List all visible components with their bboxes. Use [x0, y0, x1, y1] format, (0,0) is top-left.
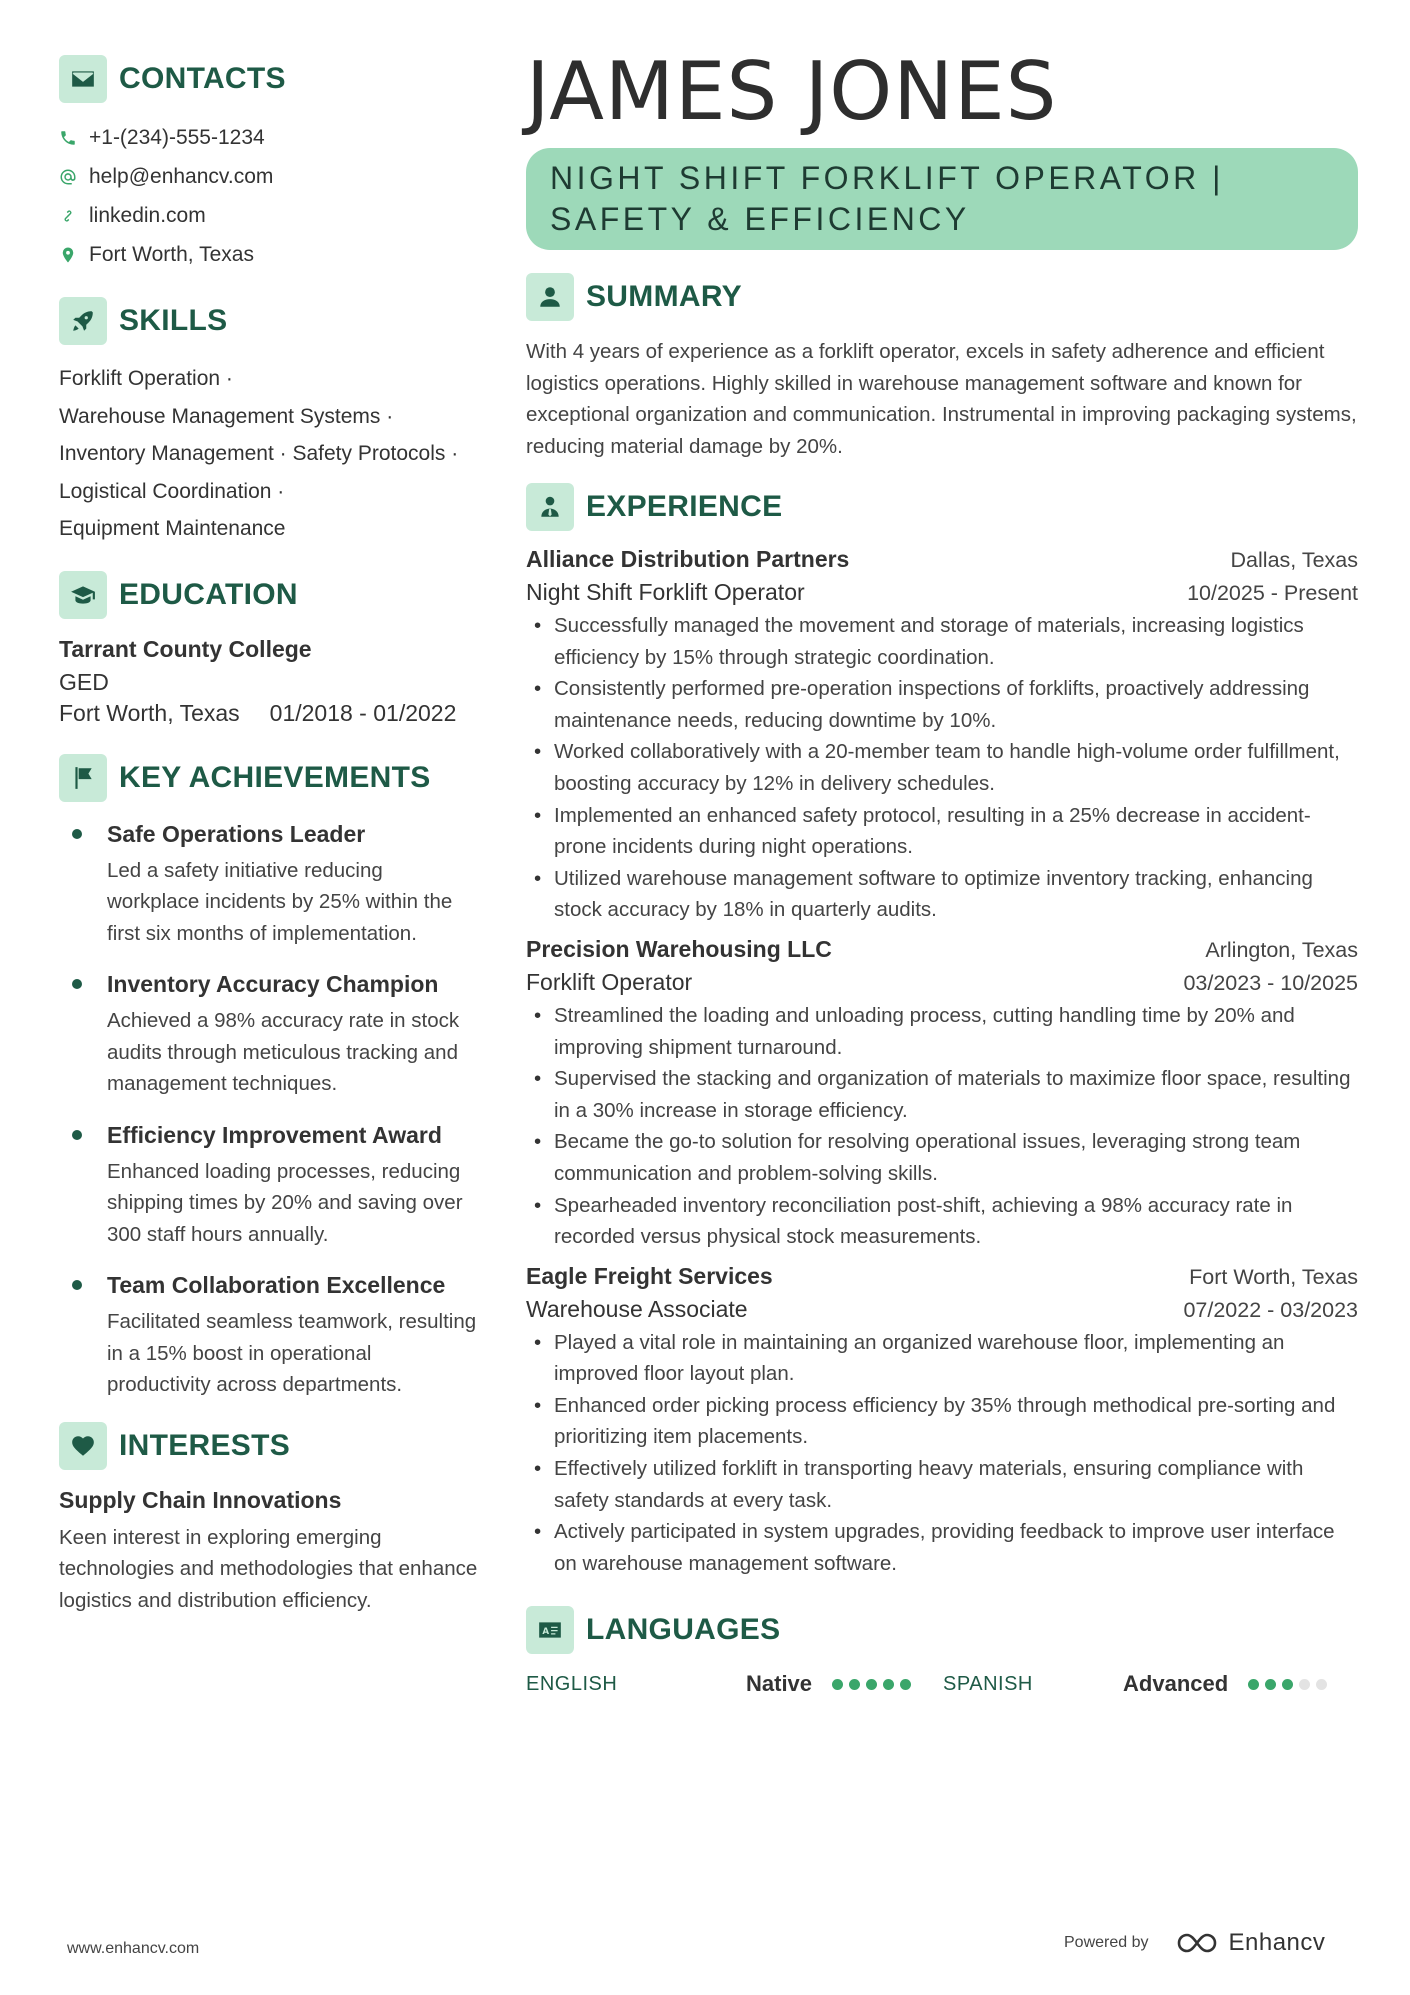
job-dates: 07/2022 - 03/2023: [1183, 1297, 1358, 1322]
education-location: Fort Worth, Texas: [59, 699, 240, 726]
left-column: [59, 54, 479, 1616]
footer-brand[interactable]: [1064, 1928, 1325, 1958]
job-location: Dallas, Texas: [1230, 548, 1358, 572]
bullet-dot: [72, 1130, 82, 1140]
skills-title: SKILLS: [119, 304, 228, 337]
job-bullet: • Spearheaded inventory reconciliation post-shift, achieving a 98% accuracy rate in recorded versus physical stock measurements.: [526, 1190, 1358, 1253]
achievement-item: [59, 1120, 479, 1251]
languages-title: LANGUAGES: [586, 1613, 781, 1647]
map-pin-icon: [59, 246, 77, 264]
rating-dot: [1248, 1679, 1259, 1690]
headline-box: [526, 148, 1358, 250]
job-bullet: • Enhanced order picking process efficiency by 35% through methodical pre-sorting and prioritizing item placements.: [526, 1390, 1358, 1453]
achievement-desc: Enhanced loading processes, reducing shipping times by 20% and saving over 300 staff hours annually.: [107, 1159, 463, 1246]
skill-line: Equipment Maintenance: [59, 517, 286, 540]
job-bullet: • Worked collaboratively with a 20-member team to handle high-volume order fulfillment, boosting accuracy by 12% in delivery schedules.: [526, 736, 1358, 799]
language-rating: [1248, 1679, 1333, 1690]
job-bullet: • Implemented an enhanced safety protocol, resulting in a 25% decrease in accident-prone incidents during night operations.: [526, 800, 1358, 863]
link-icon: [59, 207, 77, 225]
rating-dot: [883, 1679, 894, 1690]
contact-email[interactable]: [59, 157, 479, 196]
rating-dot: [1282, 1679, 1293, 1690]
location-text: Fort Worth, Texas: [89, 242, 254, 266]
achievement-title: Efficiency Improvement Award: [107, 1121, 442, 1148]
experience-header: [526, 482, 1358, 532]
brand-name: Enhancv: [1228, 1929, 1326, 1956]
job-bullet: • Actively participated in system upgrades, providing feedback to improve user interface on warehouse management software.: [526, 1516, 1358, 1579]
job-role: Forklift Operator: [526, 968, 693, 995]
bullet-dot: [72, 1280, 82, 1290]
contact-phone[interactable]: [59, 118, 479, 157]
language-rating: [832, 1679, 917, 1690]
contact-linkedin[interactable]: [59, 196, 479, 235]
achievements-header: [59, 753, 479, 803]
job-bullet: • Effectively utilized forklift in transporting heavy materials, ensuring compliance with safety standards at every task.: [526, 1453, 1358, 1516]
summary-title: SUMMARY: [586, 280, 742, 313]
summary-header: [526, 272, 1358, 322]
job-dates: 10/2025 - Present: [1187, 581, 1358, 605]
email-text: help@enhancv.com: [89, 164, 274, 188]
person-icon: [526, 273, 574, 321]
achievement-item: [59, 969, 479, 1100]
candidate-name: JAMES JONES: [526, 45, 1058, 138]
phone-text: +1-(234)-555-1234: [89, 125, 265, 149]
flag-icon: [59, 754, 107, 802]
job-bullet: • Streamlined the loading and unloading process, cutting handling time by 20% and improving shipment turnaround.: [526, 1000, 1358, 1063]
contact-location: [59, 235, 479, 274]
job-entry: [526, 546, 1358, 926]
footer-website[interactable]: www.enhancv.com: [67, 1940, 200, 1957]
rating-dot: [1265, 1679, 1276, 1690]
education-header: [59, 570, 479, 620]
svg-text:A: A: [542, 1627, 550, 1638]
envelope-icon: [59, 55, 107, 103]
achievements-title: KEY ACHIEVEMENTS: [119, 760, 431, 794]
education-degree: GED: [59, 668, 109, 695]
contacts-header: [59, 54, 479, 104]
job-bullet: • Utilized warehouse management software to optimize inventory tracking, enhancing stock accuracy by 18% in quarterly audits.: [526, 863, 1358, 926]
job-role: Night Shift Forklift Operator: [526, 579, 805, 605]
interests-title: INTERESTS: [119, 1428, 291, 1462]
languages-row: [526, 1671, 1358, 1697]
job-dates: 03/2023 - 10/2025: [1183, 970, 1358, 995]
interests-header: [59, 1421, 479, 1471]
rating-dot: [900, 1679, 911, 1690]
linkedin-text: linkedin.com: [89, 203, 206, 227]
achievement-desc: Facilitated seamless teamwork, resulting in a 15% boost in operational productivity across departments.: [107, 1310, 477, 1396]
skill-line: Inventory Management · Safety Protocols ·: [59, 442, 459, 465]
skills-header: [59, 296, 479, 346]
achievements-list: [59, 819, 479, 1401]
language-level: Advanced: [1123, 1671, 1229, 1697]
rating-dot: [849, 1679, 860, 1690]
language-name: ENGLISH: [526, 1672, 618, 1695]
skill-line: Forklift Operation ·: [59, 367, 233, 390]
heart-icon: [59, 1422, 107, 1470]
job-bullets: [526, 1000, 1358, 1253]
achievement-title: Inventory Accuracy Champion: [107, 971, 439, 997]
rocket-icon: [59, 297, 107, 345]
job-entry: [526, 936, 1358, 1253]
rating-dot: [866, 1679, 877, 1690]
job-role: Warehouse Associate: [526, 1295, 748, 1322]
skill-line: Warehouse Management Systems ·: [59, 404, 394, 428]
achievement-title: Safe Operations Leader: [107, 820, 366, 847]
skill-line: Logistical Coordination ·: [59, 479, 285, 503]
language-card-icon: [526, 1606, 574, 1654]
powered-by-text: Powered by: [1064, 1934, 1149, 1951]
job-company: Eagle Freight Services: [526, 1262, 773, 1289]
job-company: Precision Warehousing LLC: [526, 935, 832, 962]
interest-desc: Keen interest in exploring emerging technologies and methodologies that enhance logistics and distribution efficiency.: [59, 1525, 478, 1612]
contacts-title: CONTACTS: [119, 62, 286, 95]
education-meta: [59, 700, 479, 727]
graduation-cap-icon: [59, 571, 107, 619]
education-school: Tarrant County College: [59, 635, 312, 662]
bullet-dot: [72, 979, 82, 989]
achievement-desc: Achieved a 98% accuracy rate in stock audits through meticulous tracking and management techniques.: [107, 1009, 460, 1095]
job-bullet: • Supervised the stacking and organization of materials to maximize floor space, resulting in a 30% increase in storage efficiency.: [526, 1063, 1358, 1126]
job-bullet: • Consistently performed pre-operation inspections of forklifts, proactively addressing maintenance needs, reducing downtime by 10%.: [526, 673, 1358, 736]
language-level: Native: [746, 1671, 813, 1697]
phone-icon: [59, 129, 77, 147]
job-bullet: • Became the go-to solution for resolving operational issues, leveraging strong team communication and problem-solving skills.: [526, 1126, 1358, 1189]
at-icon: [59, 168, 77, 186]
achievement-title: Team Collaboration Excellence: [107, 1272, 446, 1298]
experience-title: EXPERIENCE: [586, 490, 783, 523]
rating-dot: [832, 1679, 843, 1690]
rating-dot: [1299, 1679, 1310, 1690]
contacts-list: [59, 118, 479, 274]
job-bullets: [526, 610, 1358, 926]
job-bullet: • Successfully managed the movement and storage of materials, increasing logistics efficiency by 15% through strategic coordination.: [526, 610, 1358, 673]
job-company: Alliance Distribution Partners: [526, 546, 850, 572]
summary-text: With 4 years of experience as a forklift operator, excels in safety adherence and efficient logistics operations. Highly skilled in warehouse management software and known for exceptional organization and communication. Instrumental in improving packaging systems, reducing material damage by 20%.: [526, 340, 1357, 458]
language-name: SPANISH: [943, 1672, 1033, 1695]
job-bullet: • Played a vital role in maintaining an organized warehouse floor, implementing an improved floor layout plan.: [526, 1327, 1358, 1390]
skills-list: [59, 360, 479, 548]
interest-title: Supply Chain Innovations: [59, 1486, 342, 1513]
languages-header: [526, 1605, 1358, 1655]
enhancv-logo-icon: [1175, 1928, 1223, 1958]
job-bullets: [526, 1327, 1358, 1580]
education-title: EDUCATION: [119, 577, 298, 611]
right-column: [526, 45, 1358, 1697]
achievement-item: [59, 1270, 479, 1401]
rating-dot: [1316, 1679, 1327, 1690]
job-entry: [526, 1263, 1358, 1580]
achievement-item: [59, 819, 479, 950]
briefcase-person-icon: [526, 483, 574, 531]
bullet-dot: [72, 829, 82, 839]
headline-text: NIGHT SHIFT FORKLIFT OPERATOR | SAFETY & EFFICIENCY: [550, 160, 1224, 237]
job-location: Fort Worth, Texas: [1189, 1264, 1358, 1289]
achievement-desc: Led a safety initiative reducing workplace incidents by 25% within the first six months of implementation.: [107, 858, 453, 945]
job-location: Arlington, Texas: [1205, 937, 1358, 962]
education-dates: 01/2018 - 01/2022: [269, 699, 457, 726]
